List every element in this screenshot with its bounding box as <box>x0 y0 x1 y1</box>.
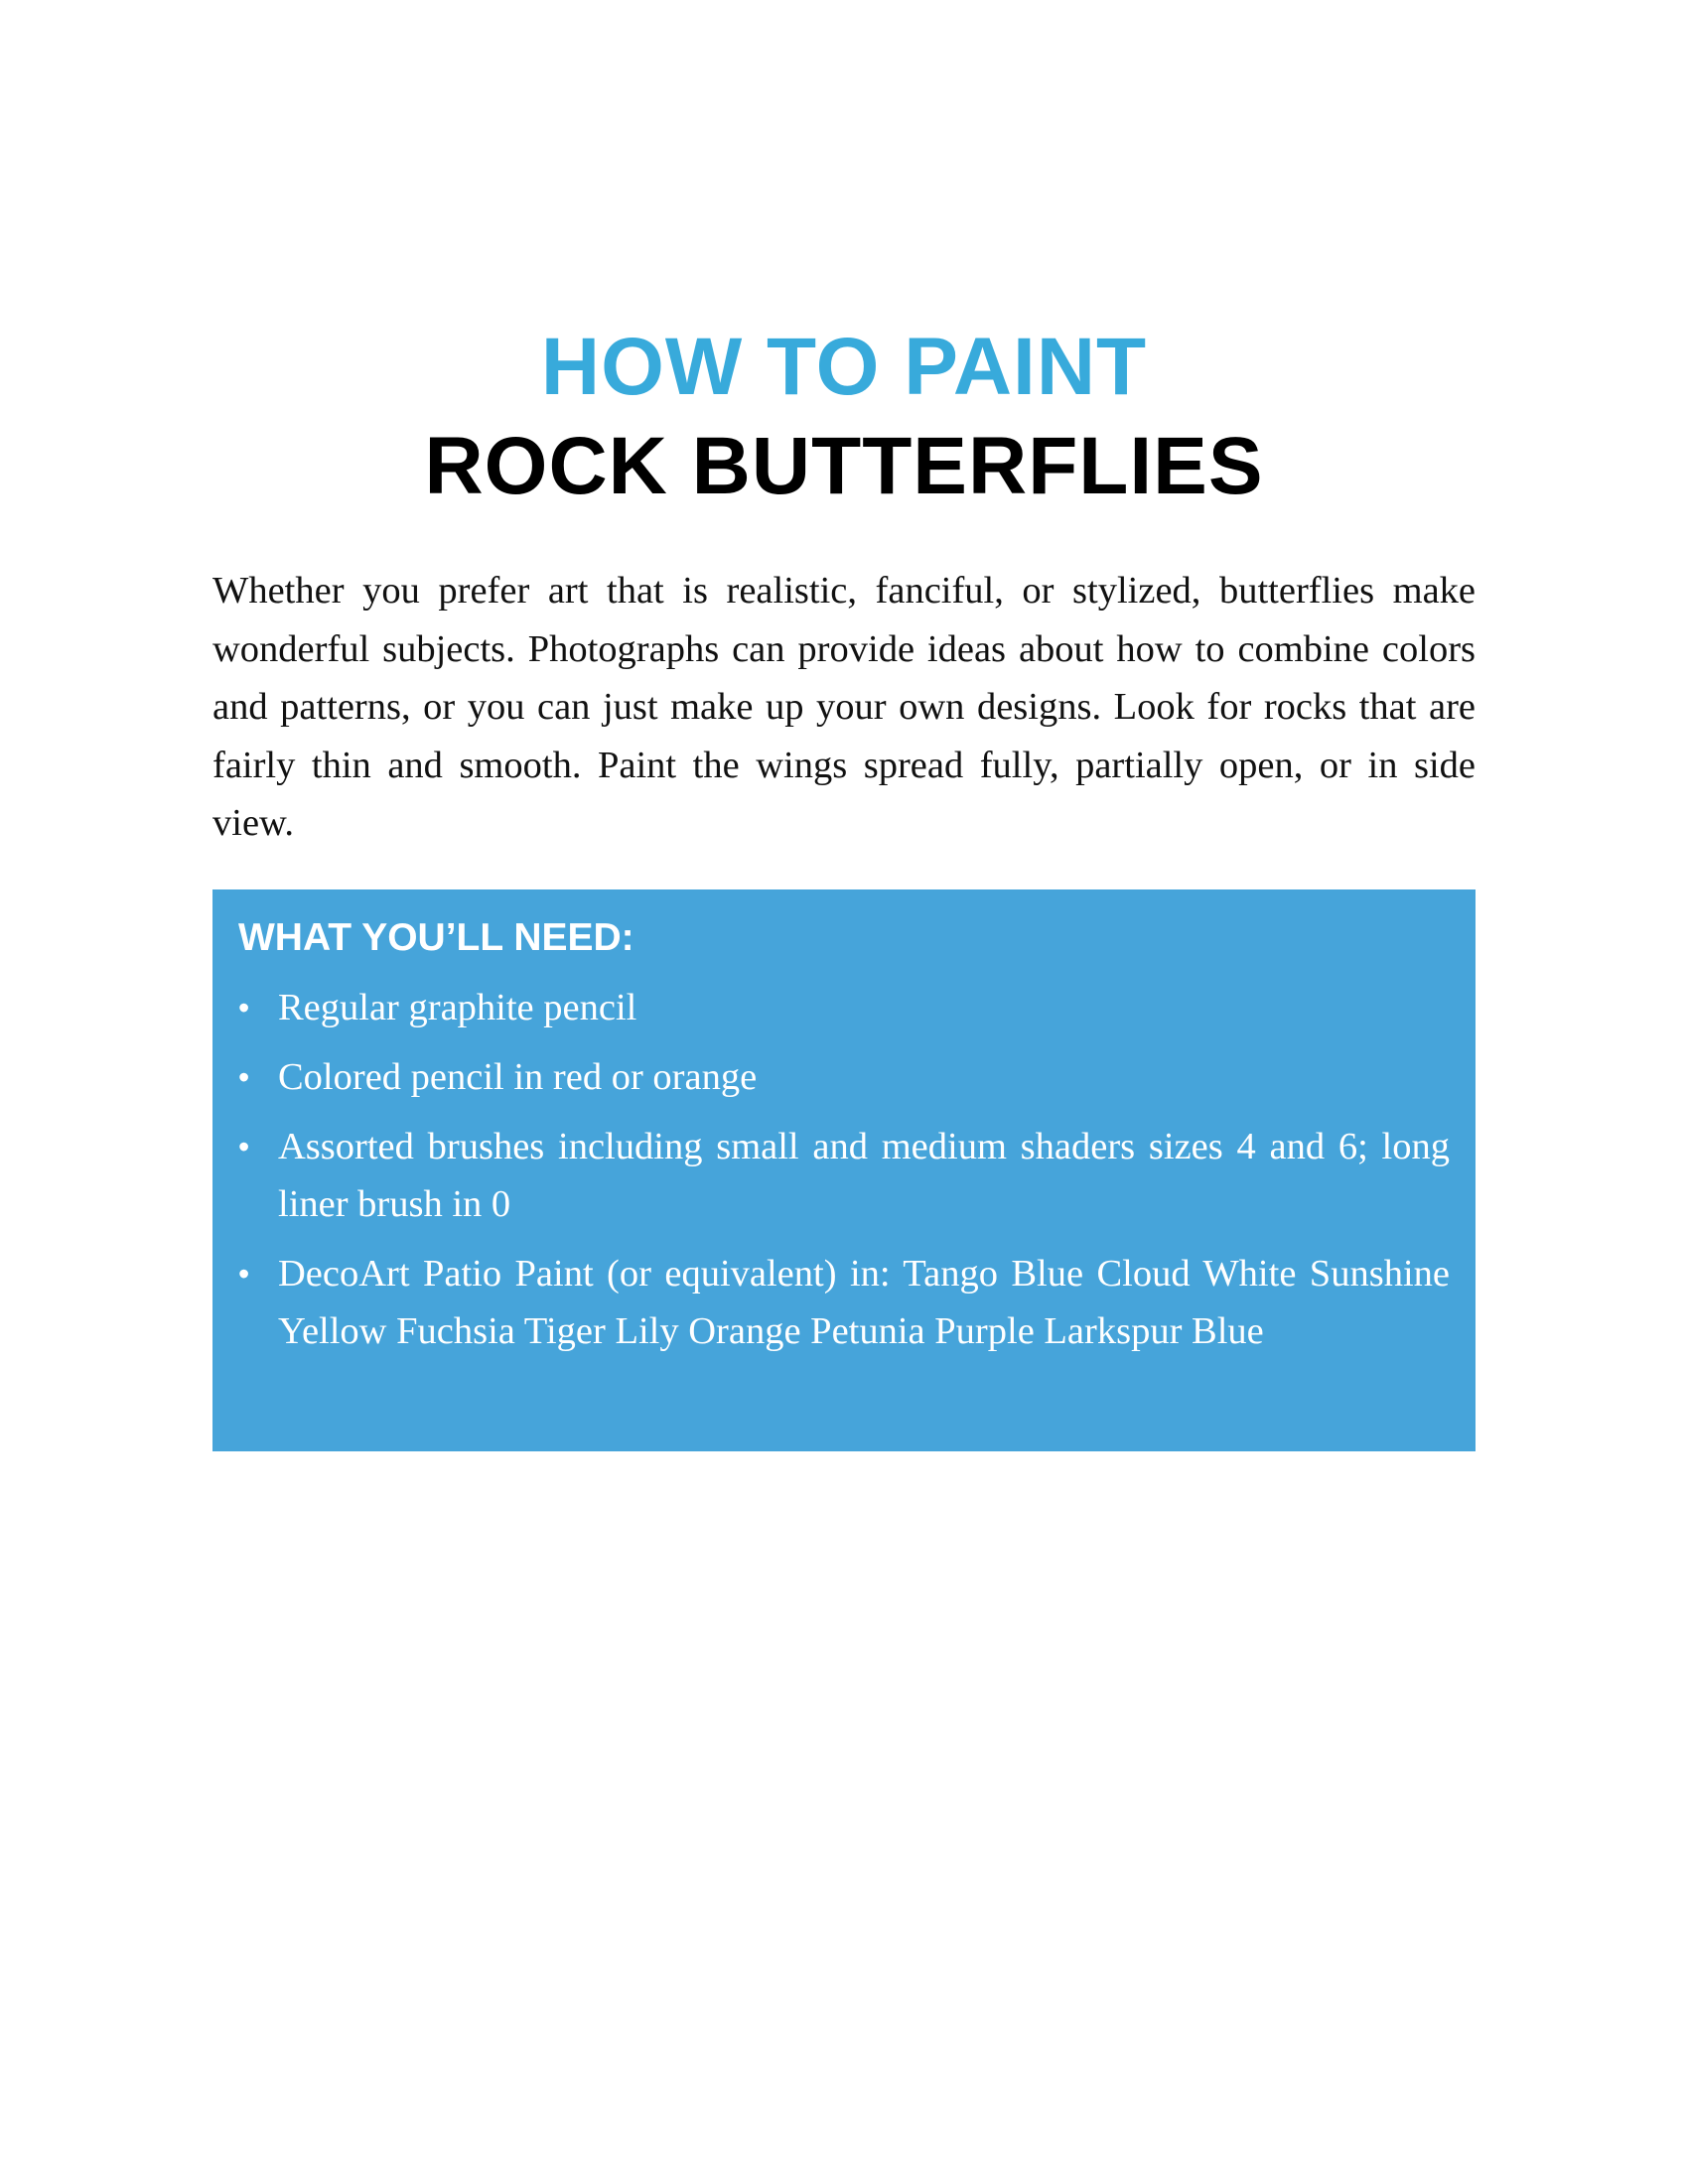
supply-item-brushes <box>238 1118 1450 1233</box>
bullet-icon: • <box>238 1129 250 1164</box>
title-line-how-to-paint: HOW TO PAINT <box>540 322 1148 412</box>
supply-item-colored-pencil <box>238 1048 1450 1106</box>
title-line-rock-butterflies: ROCK BUTTERFLIES <box>424 421 1264 511</box>
supply-item-label: Assorted brushes including small and medium shaders sizes 4 and 6; long liner brush in 0 <box>278 1126 1450 1225</box>
page-title <box>0 318 1688 516</box>
supply-item-label: Colored pencil in red or orange <box>278 1056 758 1098</box>
bullet-icon: • <box>238 1256 250 1292</box>
supplies-box <box>212 889 1476 1451</box>
supplies-heading: WHAT YOU’LL NEED: <box>238 916 634 959</box>
supplies-list <box>238 979 1450 1360</box>
bullet-icon: • <box>238 1059 250 1095</box>
supply-item-pencil <box>238 979 1450 1036</box>
supply-item-paints <box>238 1245 1450 1360</box>
supply-item-label: Regular graphite pencil <box>278 987 637 1028</box>
intro-paragraph: Whether you prefer art that is realistic, fanciful, or stylized, butterflies make wonderful subjects. Photographs can provide ideas about how to combine colors and patterns, or you can just make up your own designs. Look for rocks that are fairly thin and smooth. Paint the wings spread fully, partially open, or in side view. <box>212 570 1476 844</box>
supply-item-label: DecoArt Patio Paint (or equivalent) in: Tango Blue Cloud White Sunshine Yellow Fuchsia Tiger Lily Orange Petunia Purple Larkspur Blue <box>278 1253 1450 1352</box>
bullet-icon: • <box>238 990 250 1025</box>
